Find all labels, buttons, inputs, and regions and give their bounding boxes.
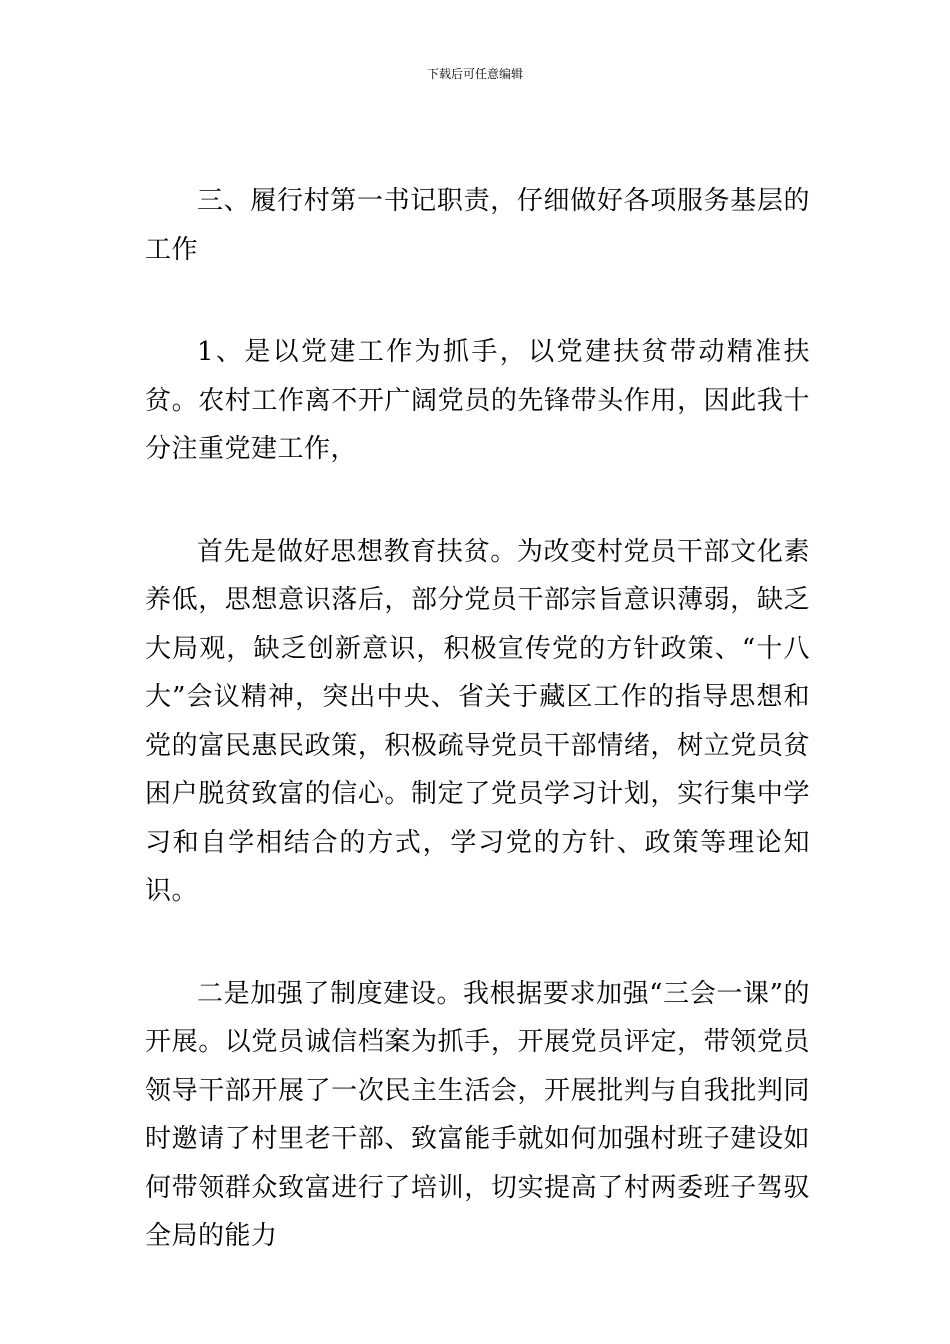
- body-paragraph-party-building: 1、是以党建工作为抓手，以党建扶贫带动精准扶贫。农村工作离不开广阔党员的先锋带头作用，因此我十分注重党建工作，: [145, 337, 810, 464]
- document-body: [145, 177, 810, 1261]
- section-heading-paragraph: 三、履行村第一书记职责，仔细做好各项服务基层的工作: [145, 186, 810, 265]
- body-paragraph-ideological-education: 首先是做好思想教育扶贫。为改变村党员干部文化素养低，思想意识落后，部分党员干部宗旨意识薄弱，缺乏大局观，缺乏创新意识，积极宣传党的方针政策、“十八大”会议精神，突出中央、省关于藏区工作的指导思想和党的富民惠民政策，积极疏导党员干部情绪，树立党员贫困户脱贫致富的信心。制定了党员学习计划，实行集中学习和自学相结合的方式，学习党的方针、政策等理论知识。: [145, 536, 810, 906]
- header-note: 下载后可任意编辑: [426, 67, 523, 81]
- body-paragraph-system-building: 二是加强了制度建设。我根据要求加强“三会一课”的开展。以党员诚信档案为抓手，开展党员评定，带领党员领导干部开展了一次民主生活会，开展批判与自我批判同时邀请了村里老干部、致富能手就如何加强村班子建设如何带领群众致富进行了培训，切实提高了村两委班子驾驭全局的能力: [145, 978, 810, 1251]
